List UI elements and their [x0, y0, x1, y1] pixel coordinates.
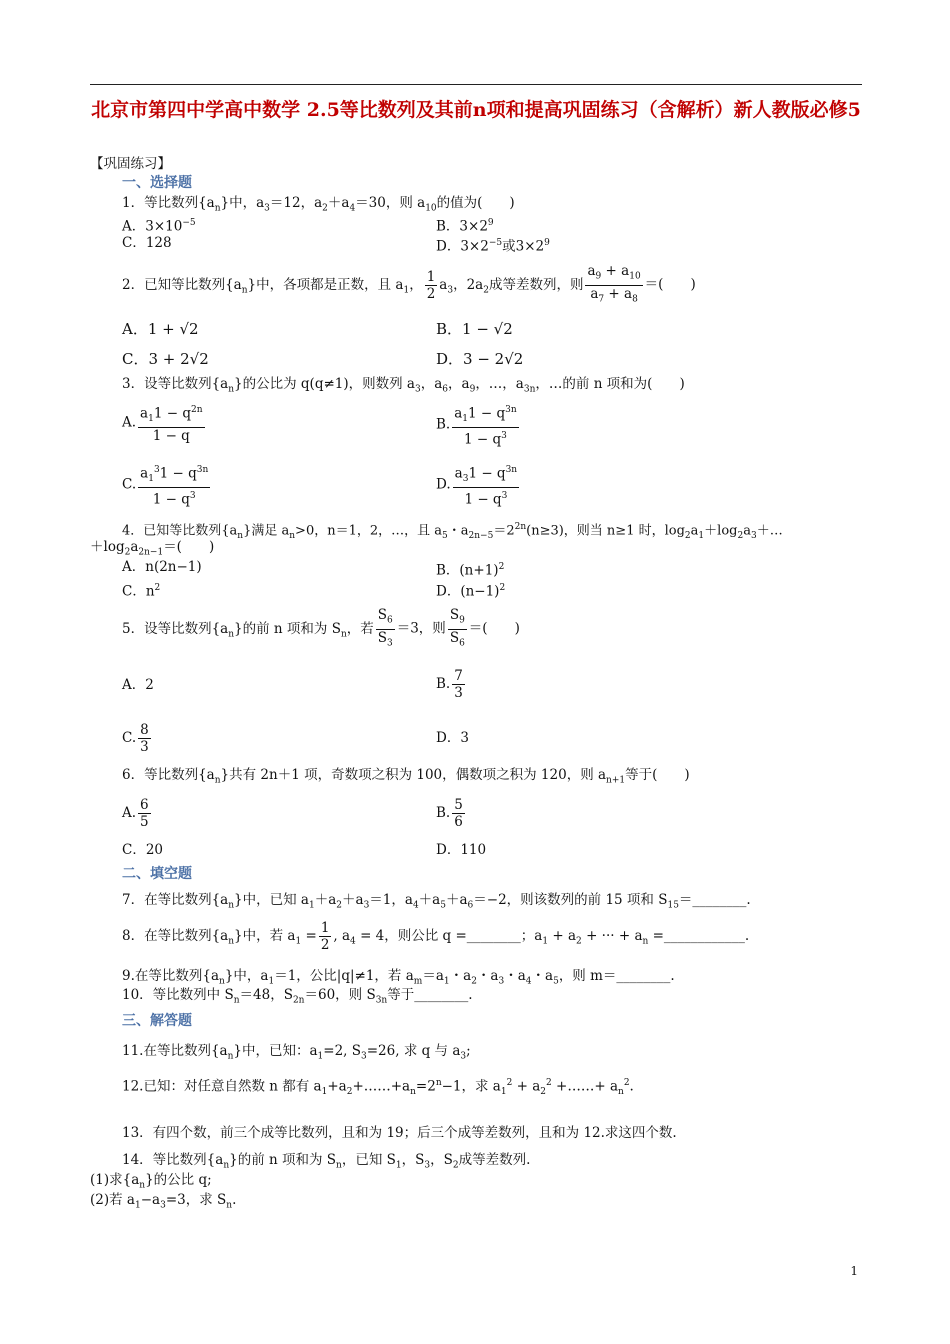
q4-option-d: D．$(n-1)^2$ — [436, 583, 506, 600]
q1-option-d: D．$3\times 2^{-5}$或$3\times 2^9$ — [436, 238, 550, 255]
q6-option-d: D．110 — [436, 842, 487, 858]
page-title: 北京市第四中学高中数学 2.5等比数列及其前n项和提高巩固练习（含解析）新人教版必修5 — [91, 99, 861, 121]
q6-option-b: B. $\frac{5}{6}$ — [436, 797, 463, 830]
page-number: 1 — [850, 1264, 858, 1278]
q2-option-d: D．3 − 2√2 — [436, 350, 524, 368]
q1-option-a: A．$3\times 10^{-5}$ — [122, 218, 196, 235]
q5-stem: 5．设等比数列$\{a_n\}$的前 n 项和为 $S_n$，若 $\frac{S_6}{S_3}$ ＝3，则 $\frac{S_9}{S_6}$ ＝( ) — [122, 607, 520, 649]
q5-option-c: C. $\frac{8}{3}$ — [122, 722, 149, 755]
q2-stem-part1: 2．已知等比数列$\{a_n\}$中，各项都是正数，且 $a_1$， — [122, 276, 423, 296]
q14-part2: (2)若 $a_1-a_3=3$，求 $S_n$. — [90, 1192, 237, 1211]
q6-option-a: A. $\frac{6}{5}$ — [122, 797, 149, 830]
q6-option-c: C．20 — [122, 842, 164, 858]
q2-stem-part2: $a_3$，$2a_2$成等差数列，则 — [439, 276, 584, 296]
q2-stem-part3: ＝( ) — [644, 276, 696, 293]
q5-option-d: D．3 — [436, 730, 469, 746]
q2-option-b: B．1 − √2 — [436, 320, 513, 338]
q2-option-a: A．1 + √2 — [122, 320, 199, 338]
q11-stem: 11.在等比数列$\{a_n\}$中，已知：$a_1=2$, $S_3=26$, 求 q 与 $a_3$; — [122, 1043, 471, 1062]
q3-option-d: D. $\frac{a_31 - q^{3n}}{1 - q^3}$ — [436, 462, 521, 508]
q12-stem: 12.已知：对任意自然数 n 都有 $a_1+a_2+\dots\dots+a_n=2^n-1$，求 $a_1^2 + a_2^2$ +……+ $a_n^2$. — [122, 1078, 634, 1098]
q4-stem-line1: 4．已知等比数列$\{a_n\}$满足 $a_n>0$，n＝1，2，…，且 $a_5$・$a_{2n-5}=2^{2n}(n\ge 3)$，则当 n≥1 时，$\log_2a_1+\log_2a_3+\dots$ — [122, 522, 783, 541]
q3-option-a: A. $\frac{a_11 - q^{2n}}{1 - q}$ — [122, 402, 207, 444]
q14-part1: (1)求$\{a_n\}$的公比 q; — [90, 1172, 212, 1191]
q4-option-c: C．$n^2$ — [122, 583, 161, 600]
q4-stem-line2: $+\log_2a_{2n-1}=$( ) — [90, 539, 215, 558]
q6-stem: 6．等比数列$\{a_n\}$共有 2n＋1 项，奇数项之积为 100，偶数项之积为 120，则 $a_{n+1}$等于( ) — [122, 767, 690, 786]
q2-option-c: C．3 + 2√2 — [122, 350, 209, 368]
section-fill-in: 二、填空题 — [122, 866, 192, 882]
q4-option-b: B．$(n+1)^2$ — [436, 562, 505, 579]
q7-stem: 7．在等比数列$\{a_n\}$中，已知 $a_1+a_2+a_3=1$，$a_4+a_5+a_6=-2$，则该数列的前 15 项和 $S_{15}=\_\_\_\_\_\_\_\_$. — [122, 892, 751, 911]
q8-stem: 8．在等比数列$\{a_n\}$中，若 $a_1$ = $\frac{1}{2}$ , $a_4 = 4$，则公比 q =________；$a_1 + a_2$ + ··· + $a_n$ =____________. — [122, 920, 750, 953]
q2-fraction-ratio: $\frac{a_9 + a_{10}}{a_7 + a_8}$ — [587, 263, 641, 305]
q1-stem: 1．等比数列$\{a_n\}$中，$a_3=12$，$a_2+a_4=30$，则 $a_{10}$的值为( ) — [122, 195, 515, 214]
section-solve: 三、解答题 — [122, 1013, 192, 1029]
q1-option-c: C．128 — [122, 235, 172, 251]
header-rule — [90, 84, 862, 85]
header-tag: 【巩固练习】 — [90, 156, 171, 172]
q3-option-b: B. $\frac{a_11 - q^{3n}}{1 - q^3}$ — [436, 402, 521, 448]
q9-stem: 9.在等比数列$\{a_n\}$中，$a_1=1$，公比|q|≠1，若 $a_m=a_1$・$a_2$・$a_3$・$a_4$・$a_5$，则 m＝________. — [122, 968, 675, 987]
q13-stem: 13．有四个数，前三个成等比数列，且和为 19；后三个成等差数列，且和为 12.求这四个数. — [122, 1125, 677, 1141]
q14-stem: 14．等比数列$\{a_n\}$的前 n 项和为 $S_n$，已知 $S_1$，$S_3$，$S_2$成等差数列. — [122, 1152, 531, 1171]
q5-option-a: A．2 — [122, 677, 154, 693]
q3-stem: 3．设等比数列$\{a_n\}$的公比为 q(q≠1)，则数列 $a_3$，$a_6$，$a_9$，…，$a_{3n}$，…的前 n 项和为( ) — [122, 376, 685, 395]
q3-option-c: C. $\frac{a_1^31 - q^{3n}}{1 - q^3}$ — [122, 462, 212, 508]
q10-stem: 10．等比数列中 $S_n=48$，$S_{2n}=60$，则 $S_{3n}$等于________. — [122, 987, 473, 1006]
section-choice: 一、选择题 — [122, 175, 192, 191]
q4-option-a: A．n(2n−1) — [122, 559, 202, 575]
q1-option-b: B．$3\times 2^9$ — [436, 218, 494, 235]
q2-fraction-half: $\frac{1}{2}$ — [426, 268, 436, 302]
q5-option-b: B. $\frac{7}{3}$ — [436, 668, 463, 701]
q2-stem — [122, 263, 696, 309]
